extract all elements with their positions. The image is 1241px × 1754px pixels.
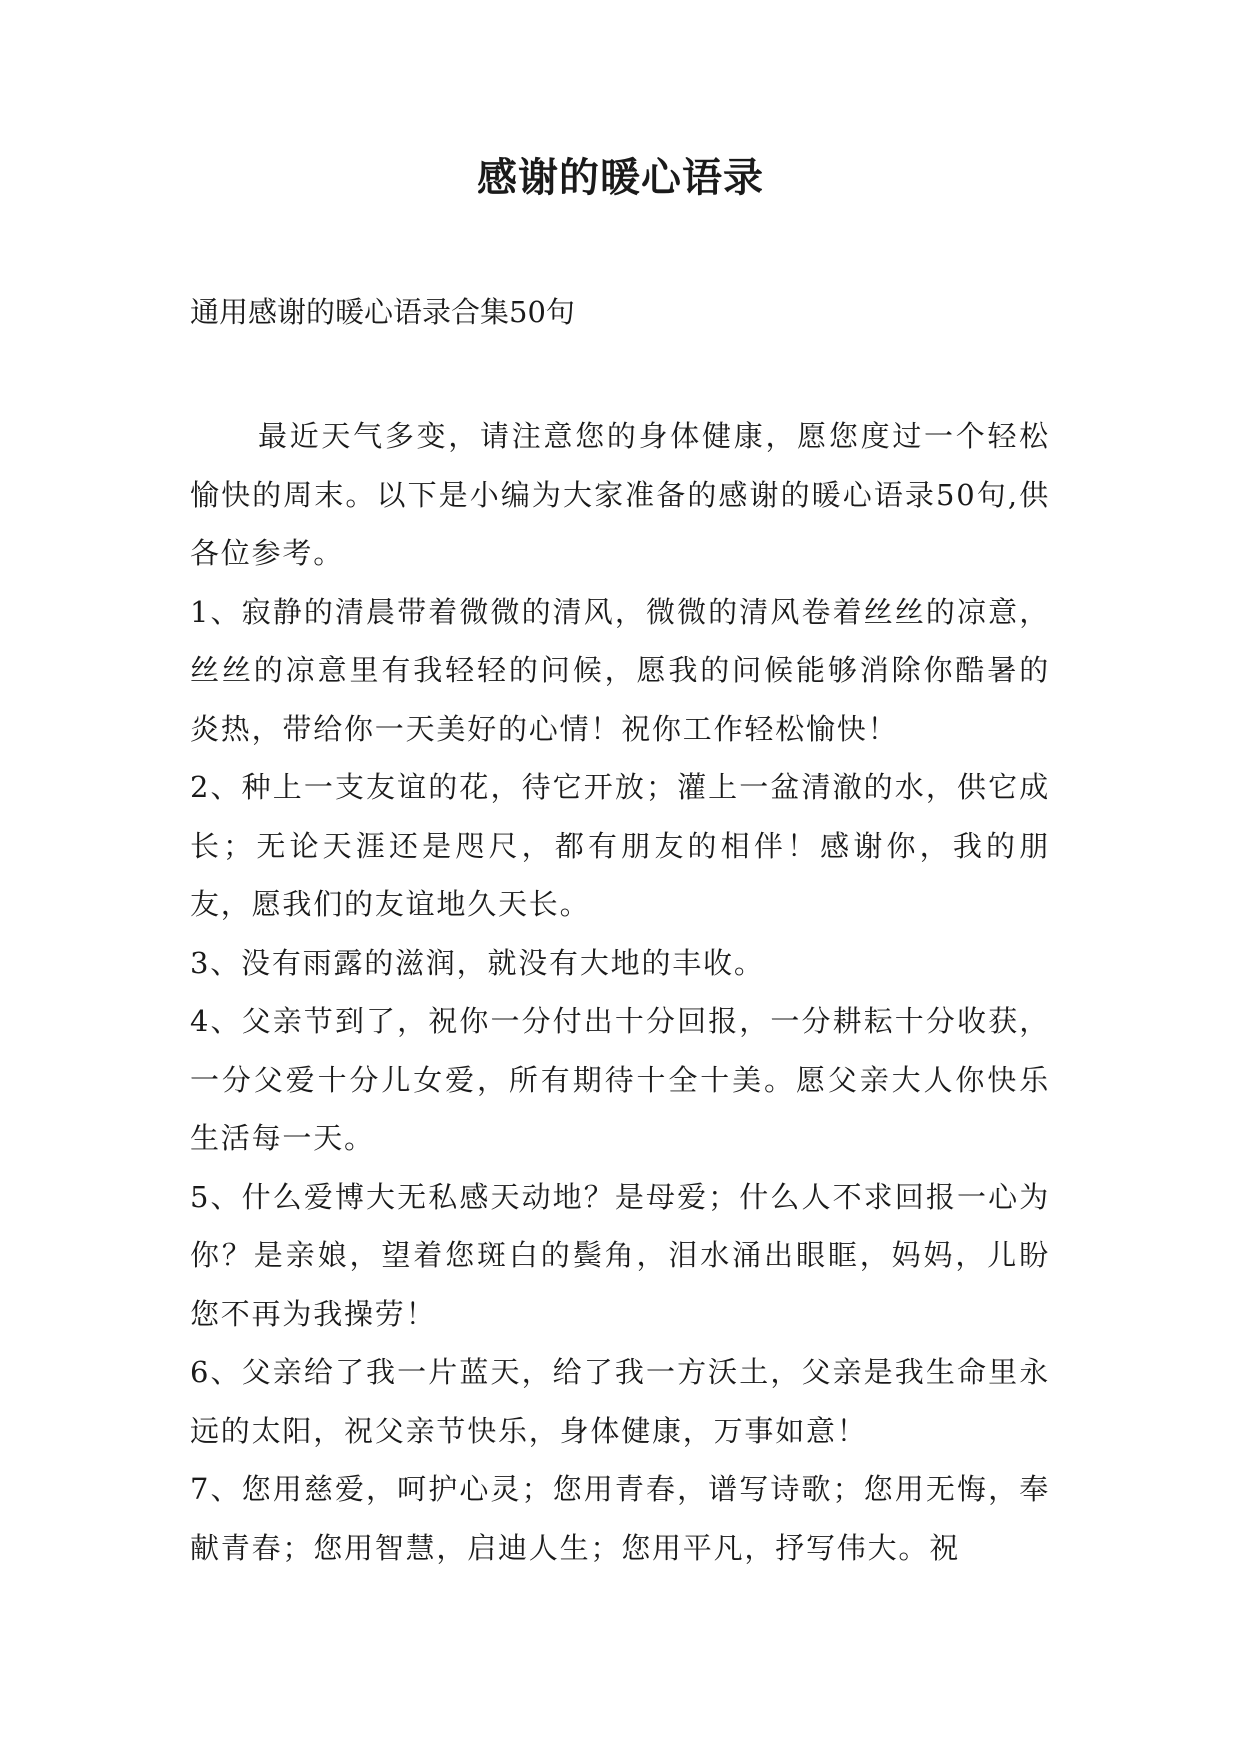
intro-paragraph: 最近天气多变，请注意您的身体健康，愿您度过一个轻松愉快的周末。以下是小编为大家准备的感谢的暖心语录50句,供各位参考。 [190,419,1050,570]
list-item: 3、没有雨露的滋润，就没有大地的丰收。 [190,945,765,980]
list-item: 2、种上一支友谊的花，待它开放；灌上一盆清澈的水，供它成长；无论天涯还是咫尺，都有朋友的相伴！感谢你，我的朋友，愿我们的友谊地久天长。 [190,770,1050,921]
list-item: 6、父亲给了我一片蓝天，给了我一方沃土，父亲是我生命里永远的太阳，祝父亲节快乐，身体健康，万事如意！ [190,1355,1050,1448]
list-item: 7、您用慈爱，呵护心灵；您用青春，谱写诗歌；您用无悔，奉献青春；您用智慧，启迪人生；您用平凡，抒写伟大。祝 [190,1472,1050,1565]
document-title: 感谢的暖心语录 [477,155,764,201]
list-item: 5、什么爱博大无私感天动地？是母爱；什么人不求回报一心为你？是亲娘，望着您斑白的鬓角，泪水涌出眼眶，妈妈，儿盼您不再为我操劳！ [190,1179,1050,1331]
list-item: 4、父亲节到了，祝你一分付出十分回报，一分耕耘十分收获，一分父爱十分儿女爱，所有期待十全十美。愿父亲大人你快乐生活每一天。 [190,1004,1050,1155]
list-item: 1、寂静的清晨带着微微的清风，微微的清风卷着丝丝的凉意，丝丝的凉意里有我轻轻的问候，愿我的问候能够消除你酷暑的炎热，带给你一天美好的心情！祝你工作轻松愉快！ [190,594,1050,746]
document-subtitle: 通用感谢的暖心语录合集50句 [190,295,575,329]
document-body [190,407,1050,1577]
